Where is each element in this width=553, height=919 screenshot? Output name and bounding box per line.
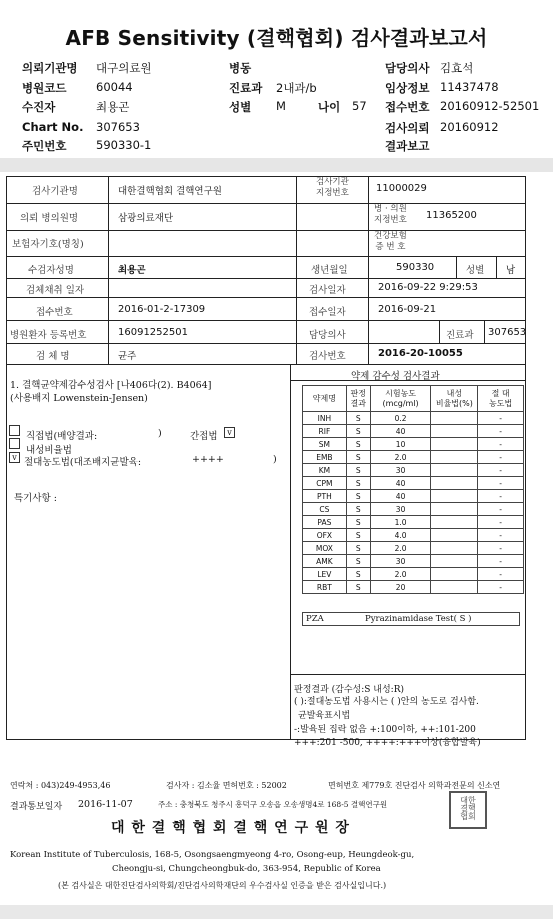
drug-name: INH — [303, 412, 347, 425]
drug-result: S — [346, 451, 370, 464]
drug-name: CS — [303, 503, 347, 516]
grid-line — [290, 674, 526, 675]
receipt-label: 접수번호 — [385, 100, 430, 114]
header-absolute: 절 대 농도법 — [478, 386, 524, 412]
drug-table-title: 약제 감수성 검사결과 — [351, 371, 440, 382]
drug-absolute: - — [478, 464, 524, 477]
report-date-value: 2016-11-07 — [78, 799, 133, 810]
indirect-label: 간접법 — [190, 431, 218, 442]
test-date-label: 검사일자 — [309, 285, 346, 296]
hosp-code-value: 60044 — [96, 80, 133, 94]
drug-result: S — [346, 581, 370, 594]
sample-date-label: 검체채취 일자 — [26, 285, 85, 296]
drug-ratio — [431, 555, 478, 568]
hosp-code-value2: 11365200 — [426, 210, 477, 221]
drug-concentration: 10 — [370, 438, 431, 451]
rrn-value: 590330-1 — [96, 138, 152, 152]
grid-line — [6, 203, 526, 204]
clinical-label: 임상정보 — [385, 81, 430, 95]
absolute-label: 절대농도법(대조배지균발육: — [24, 457, 142, 468]
drug-absolute: - — [478, 555, 524, 568]
receipt-no-value: 2016-01-2-17309 — [118, 304, 206, 315]
grid-line — [6, 297, 526, 298]
drug-ratio — [431, 490, 478, 503]
table-row — [303, 438, 524, 451]
table-row — [303, 529, 524, 542]
footer-license: 면허번호 제779호 진단검사 의학과전문의 신소연 — [328, 781, 501, 790]
absolute-growth: ++++ — [192, 454, 224, 465]
insurance-no-label: 건강보험 증 번 호 — [374, 231, 407, 252]
req-org-value: 대구의료원 — [96, 61, 152, 75]
footer-phone: 연락처 : 043)249-4953,46 — [10, 781, 111, 790]
drug-absolute: - — [478, 490, 524, 503]
collector-value: 최용곤 — [96, 100, 130, 114]
drug-ratio — [431, 568, 478, 581]
req-hosp-value: 삼광의료재단 — [118, 213, 174, 224]
table-row — [303, 477, 524, 490]
dept-value: 2내과/b — [276, 81, 317, 95]
grid-line — [6, 256, 526, 257]
sex-value: M — [276, 99, 286, 113]
req-org-field: 의뢰기관명 — [22, 61, 78, 75]
table-row — [303, 568, 524, 581]
collector-label: 수진자 — [22, 100, 56, 114]
table-row — [303, 464, 524, 477]
drug-ratio — [431, 438, 478, 451]
drug-result: S — [346, 412, 370, 425]
drug-absolute: - — [478, 425, 524, 438]
table-row — [303, 425, 524, 438]
patient-name-value: 최용곤 — [118, 265, 146, 276]
drug-concentration: 1.0 — [370, 516, 431, 529]
table-row — [303, 412, 524, 425]
drug-name: PTH — [303, 490, 347, 503]
receipt-date-label: 접수일자 — [309, 307, 346, 318]
legend-line-1: 판정결과 (감수성:S 내성:R) — [294, 685, 404, 695]
drug-absolute: - — [478, 451, 524, 464]
dept-label2: 진료과 — [446, 330, 474, 341]
drug-absolute: - — [478, 412, 524, 425]
drug-absolute: - — [478, 516, 524, 529]
birth-value: 590330 — [396, 262, 435, 273]
drug-name: EMB — [303, 451, 347, 464]
drug-concentration: 40 — [370, 477, 431, 490]
absolute-close: ) — [273, 454, 277, 465]
drug-name: LEV — [303, 568, 347, 581]
drug-ratio — [431, 503, 478, 516]
grid-line — [6, 176, 7, 364]
drug-concentration: 2.0 — [370, 542, 431, 555]
test-req-value: 20160912 — [440, 120, 499, 134]
footer-address: 주소 : 충청북도 청주시 흥덕구 오송읍 오송생명4로 168-5 결핵연구원 — [158, 800, 388, 809]
drug-result: S — [346, 425, 370, 438]
grid-line — [6, 278, 526, 279]
ratio-label: 내성비율법 — [26, 445, 72, 456]
drug-result: S — [346, 438, 370, 451]
drug-ratio — [431, 464, 478, 477]
english-address-1: Korean Institute of Tuberculosis, 168-5, Osongsaengmyeong 4-ro, Osong-eup, Heungdeok-gu, — [10, 850, 415, 860]
header-separator — [0, 158, 553, 172]
absolute-checkbox: v — [9, 452, 20, 463]
grid-line — [296, 176, 297, 364]
table-row — [303, 503, 524, 516]
grid-line — [6, 320, 526, 321]
drug-concentration: 2.0 — [370, 568, 431, 581]
drug-result: S — [346, 477, 370, 490]
english-address-2: Cheongju-si, Chungcheongbuk-do, 363-954, Republic of Korea — [112, 864, 381, 874]
age-value: 57 — [352, 99, 367, 113]
drug-concentration: 30 — [370, 555, 431, 568]
receipt-date-value: 2016-09-21 — [378, 304, 437, 315]
drug-ratio — [431, 451, 478, 464]
grid-line — [108, 176, 109, 364]
org-value: 대한결핵협회 결핵연구원 — [118, 186, 222, 197]
legend-line-4: -:발육된 집락 없음 +:100이하, ++:101-200 — [294, 725, 476, 735]
footer-tester: 검사자 : 김소율 면허번호 : 52002 — [166, 781, 287, 790]
drug-name: CPM — [303, 477, 347, 490]
chart-label: Chart No. — [22, 120, 84, 134]
drug-result: S — [346, 503, 370, 516]
drug-ratio — [431, 477, 478, 490]
result-label: 결과보고 — [385, 139, 430, 153]
accreditation-notice: (본 검사실은 대한진단검사의학회/진단검사의학재단의 우수검사실 인증을 받은 검사실입니다.) — [58, 881, 387, 890]
grid-line — [6, 176, 526, 177]
drug-absolute: - — [478, 477, 524, 490]
table-row — [303, 581, 524, 594]
header-concentration: 시험농도 (mcg/ml) — [370, 386, 431, 412]
grid-line — [6, 364, 526, 365]
doctor-label: 담당의사 — [385, 61, 430, 75]
report-title: AFB Sensitivity (결핵협회) 검사결과보고서 — [65, 26, 488, 50]
receipt-no-label: 접수번호 — [36, 307, 73, 318]
legend-line-2: ( ):절대농도법 사용시는 ( )안의 농도로 검사함. — [294, 697, 479, 707]
drug-concentration: 20 — [370, 581, 431, 594]
medium-subtitle: (사용배지 Lowenstein-Jensen) — [10, 393, 148, 404]
test-method-title: 1. 결핵균약제감수성검사 [나406다(2). B4064] — [10, 380, 212, 391]
grid-line — [290, 365, 291, 740]
dept-label: 진료과 — [229, 81, 263, 95]
age-label: 나이 — [318, 100, 341, 114]
drug-ratio — [431, 529, 478, 542]
pza-value: Pyrazinamidase Test( S ) — [365, 614, 472, 624]
drug-result: S — [346, 555, 370, 568]
drug-name: AMK — [303, 555, 347, 568]
table-row — [303, 451, 524, 464]
drug-absolute: - — [478, 568, 524, 581]
drug-absolute: - — [478, 438, 524, 451]
pza-label: PZA — [306, 614, 324, 624]
remarks-label: 특기사항 : — [14, 493, 57, 504]
drug-result: S — [346, 529, 370, 542]
drug-concentration: 0.2 — [370, 412, 431, 425]
grid-line — [368, 176, 369, 364]
grid-line — [6, 365, 7, 740]
sex-label: 성별 — [229, 100, 252, 114]
grid-line — [6, 343, 526, 344]
ratio-checkbox — [9, 438, 20, 449]
drug-concentration: 2.0 — [370, 451, 431, 464]
institute-name: 대 한 결 핵 협 회 결 핵 연 구 원 장 — [111, 820, 350, 836]
test-no-label: 검사번호 — [309, 351, 346, 362]
chart-value: 307653 — [96, 120, 140, 134]
dept-value2: 307653 — [488, 327, 527, 338]
bottom-margin — [0, 905, 553, 919]
table-row — [303, 490, 524, 503]
birth-label: 생년월일 — [311, 265, 348, 276]
drug-concentration: 40 — [370, 490, 431, 503]
header-drug: 약제명 — [303, 386, 347, 412]
drug-name: MOX — [303, 542, 347, 555]
drug-name: OFX — [303, 529, 347, 542]
header-result: 판정 결과 — [346, 386, 370, 412]
drug-ratio — [431, 581, 478, 594]
drug-ratio — [431, 412, 478, 425]
drug-name: RIF — [303, 425, 347, 438]
insurer-label: 보험자기호(명칭) — [12, 239, 84, 250]
org-code-value: 11000029 — [376, 183, 427, 194]
drug-result: S — [346, 464, 370, 477]
drug-absolute: - — [478, 581, 524, 594]
attending-label: 담당의사 — [309, 330, 346, 341]
drug-ratio — [431, 542, 478, 555]
drug-result: S — [346, 542, 370, 555]
patient-reg-value: 16091252501 — [118, 327, 188, 338]
specimen-label: 검 체 명 — [36, 351, 70, 362]
pza-row — [302, 612, 520, 626]
legend-line-5: +++:201 -500, ++++:+++이상(융합발육) — [294, 738, 481, 748]
drug-result: S — [346, 490, 370, 503]
drug-absolute: - — [478, 503, 524, 516]
drug-ratio — [431, 516, 478, 529]
grid-line — [496, 256, 497, 278]
rrn-label: 주민번호 — [22, 139, 67, 153]
ward-label: 병동 — [229, 61, 252, 75]
test-no-value: 2016-20-10055 — [378, 348, 463, 359]
direct-close: ) — [158, 428, 162, 439]
grid-line — [484, 320, 485, 343]
drug-absolute: - — [478, 542, 524, 555]
table-row — [303, 516, 524, 529]
direct-label: 직접법(배양결과: — [26, 431, 98, 442]
drug-concentration: 40 — [370, 425, 431, 438]
direct-checkbox — [9, 425, 20, 436]
grid-line — [439, 320, 440, 343]
report-header — [0, 0, 553, 157]
req-hosp-label: 의뢰 병의원명 — [20, 213, 79, 224]
official-seal: 대한 결핵 협회 — [449, 791, 487, 829]
test-date-value: 2016-09-22 9:29:53 — [378, 282, 478, 293]
drug-name: SM — [303, 438, 347, 451]
drug-result: S — [346, 568, 370, 581]
patient-reg-label: 병원환자 등록번호 — [10, 330, 87, 341]
receipt-value: 20160912-52501 — [440, 99, 540, 113]
drug-name: PAS — [303, 516, 347, 529]
org-code-label: 검사기관 지정번호 — [316, 177, 349, 198]
patient-name-label: 수검자성명 — [28, 265, 74, 276]
clinical-value: 11437478 — [440, 80, 499, 94]
drug-concentration: 30 — [370, 503, 431, 516]
org-label: 검사기관명 — [32, 186, 78, 197]
gender-value: 남 — [506, 265, 516, 276]
drug-table-header-row — [303, 386, 524, 412]
hosp-code-label2: 병 · 의원 지정번호 — [374, 204, 407, 225]
header-ratio: 내성 비율법(%) — [431, 386, 478, 412]
drug-result: S — [346, 516, 370, 529]
specimen-value: 균주 — [118, 351, 137, 362]
test-req-label: 검사의뢰 — [385, 121, 430, 135]
drug-name: KM — [303, 464, 347, 477]
legend-line-3: 균발육표시법 — [298, 711, 351, 721]
drug-sensitivity-table — [302, 385, 524, 594]
table-row — [303, 542, 524, 555]
grid-line — [6, 230, 526, 231]
table-row — [303, 555, 524, 568]
grid-line — [525, 365, 526, 740]
indirect-checkbox: v — [224, 427, 235, 438]
drug-ratio — [431, 425, 478, 438]
drug-absolute: - — [478, 529, 524, 542]
hosp-code-label: 병원코드 — [22, 81, 67, 95]
gender-label: 성별 — [466, 265, 485, 276]
grid-line — [456, 256, 457, 278]
drug-concentration: 4.0 — [370, 529, 431, 542]
report-date-label: 결과통보일자 — [10, 802, 63, 812]
doctor-value: 김효석 — [440, 61, 474, 75]
drug-name: RBT — [303, 581, 347, 594]
drug-concentration: 30 — [370, 464, 431, 477]
